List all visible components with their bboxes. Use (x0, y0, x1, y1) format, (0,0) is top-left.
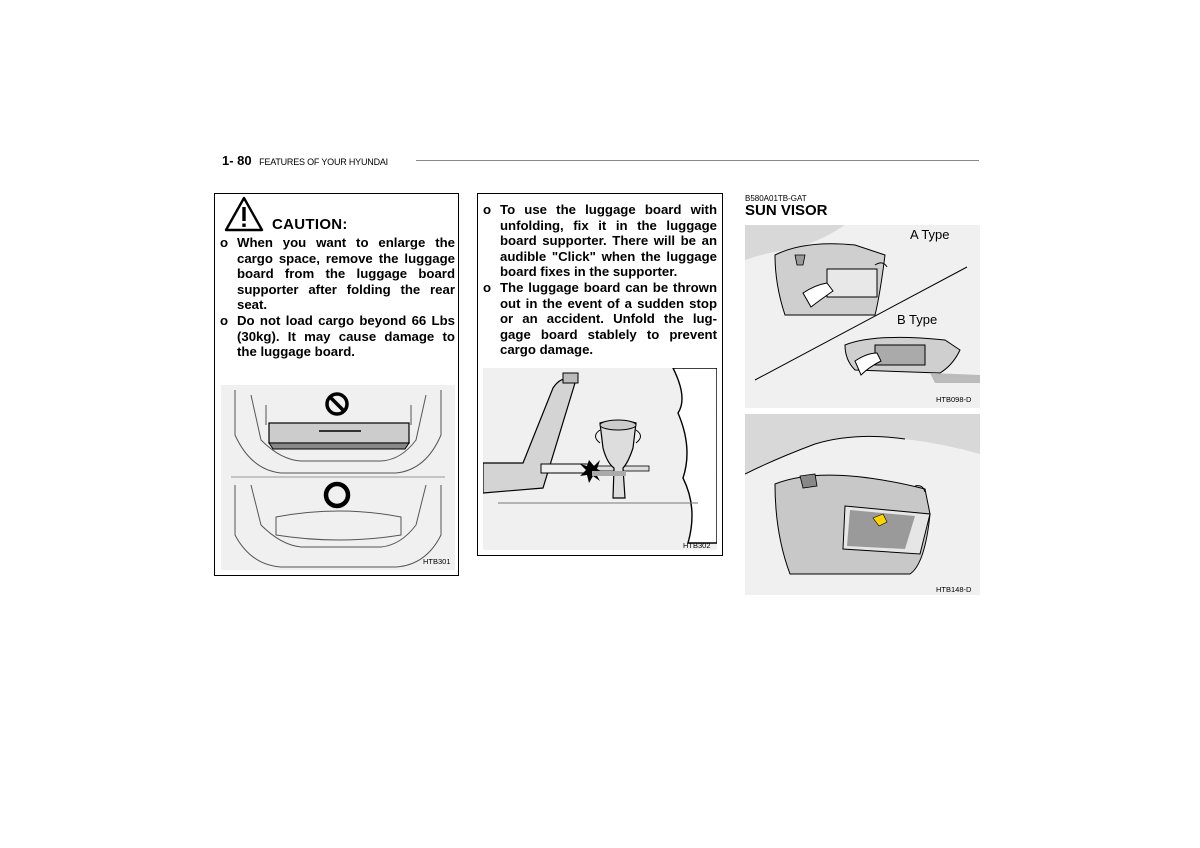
figure-code: HTB301 (423, 557, 451, 566)
luggage-board-item-text: The luggage board can be thrown out in the event of a sudden stop or an accident. Unfold the lug-gage board stablely to prevent cargo damage. (500, 279, 717, 358)
caution-item-text: Do not load cargo beyond 66 Lbs (30kg). It may cause damage to the luggage board. (237, 312, 455, 360)
sun-visor-heading: SUN VISOR (745, 202, 828, 219)
type-b-label: B Type (897, 312, 938, 327)
figure-code: HTB302 (683, 541, 711, 550)
section-code: B580A01TB-GAT (745, 194, 807, 203)
bullet-mark: o (220, 312, 229, 328)
caution-list (220, 235, 455, 360)
warning-triangle-icon (224, 196, 264, 232)
sun-visor-mirror-figure (745, 414, 980, 595)
luggage-board-item (483, 280, 717, 358)
luggage-board-figure (221, 385, 455, 570)
caution-item (220, 313, 455, 360)
sun-visor-types-figure (745, 225, 980, 408)
luggage-board-list (483, 202, 717, 358)
sun-visor-types-illustration (745, 225, 980, 408)
supporter-illustration (483, 368, 717, 550)
page-header (222, 152, 388, 170)
bullet-mark: o (483, 202, 492, 217)
caution-item (220, 235, 455, 313)
figure-code: HTB148-D (936, 585, 972, 594)
cargo-illustration (221, 385, 455, 570)
page-number: 1- 80 (222, 153, 252, 168)
header-rule (416, 160, 979, 161)
caution-item-text: When you want to enlarge the cargo space, remove the luggage board from the luggage board supporter after folding the rear seat. (237, 235, 455, 313)
luggage-board-item-text: To use the luggage board with unfolding, fix it in the luggage board supporter. There will be an audible "Click" when the luggage board fixes in the supporter. (500, 202, 717, 280)
luggage-board-supporter-figure (483, 368, 717, 550)
sun-visor-mirror-illustration (745, 414, 980, 595)
caution-title: CAUTION: (272, 216, 348, 233)
bullet-mark: o (483, 279, 492, 295)
section-title: FEATURES OF YOUR HYUNDAI (259, 157, 388, 167)
type-a-label: A Type (910, 227, 950, 242)
bullet-mark: o (220, 235, 229, 250)
luggage-board-item (483, 202, 717, 280)
figure-code: HTB098-D (936, 395, 972, 404)
